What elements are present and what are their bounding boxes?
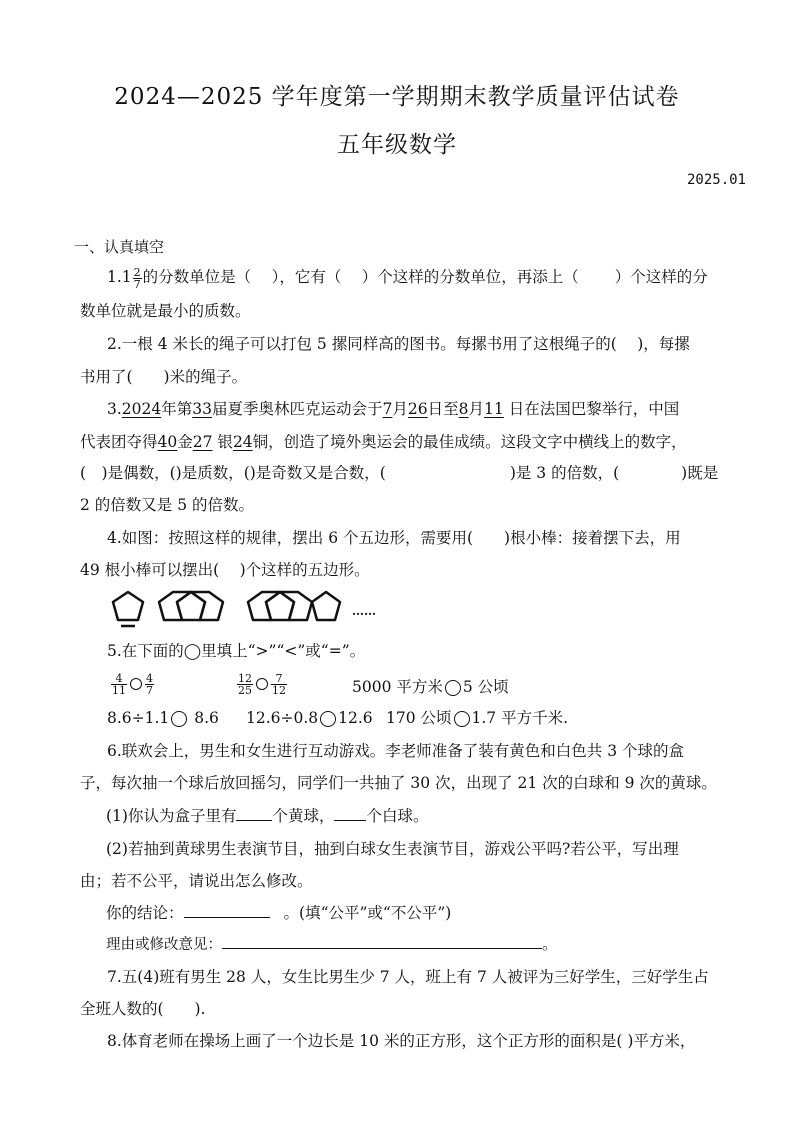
- question-2-line-2: 书用了( )米的绳子。: [80, 368, 248, 386]
- question-5-compare-5: 12.6÷0.8 12.6: [246, 709, 373, 727]
- question-6-part-1: (1)你认为盒子里有 个黄球， 个白球。: [106, 807, 429, 825]
- question-1-line-1: 1.1 $\frac{2}{7}$ 的分数单位是（ ），它有（ ）个这样的分数单位，再添上（ ）个这样的分: [107, 265, 708, 291]
- question-3-line-1: 3.2024年第33届夏季奥林匹克运动会于7月26日至8月11 日在法国巴黎举行，中国: [107, 400, 680, 418]
- compare-circle[interactable]: [320, 711, 336, 727]
- exam-date: 2025.01: [686, 172, 746, 188]
- question-2-line-1: 2.一根 4 米长的绳子可以打包 5 摞同样高的图书。每摞书用了这根绳子的( )，每摞: [107, 335, 690, 353]
- question-5-compare-4: 8.6÷1.1 8.6: [107, 709, 219, 727]
- white-ball-count-blank[interactable]: [334, 806, 366, 821]
- question-6-line-1: 6.联欢会上，男生和女生进行互动游戏。李老师准备了装有黄色和白色共 3 个球的盒: [107, 742, 685, 760]
- compare-circle[interactable]: [130, 678, 142, 690]
- question-8-line-1: 8.体育老师在操场上画了一个边长是 10 米的正方形，这个正方形的面积是( )平方米，: [107, 1032, 696, 1050]
- exam-title: 2024—2025 学年度第一学期期末教学质量评估试卷: [114, 84, 680, 110]
- section-heading: 一、认真填空: [74, 238, 165, 256]
- question-7-line-1: 7.五(4)班有男生 28 人，女生比男生少 7 人，班上有 7 人被评为三好学生，三好学生占: [107, 968, 709, 986]
- pattern-ellipsis: ……: [352, 604, 376, 618]
- pentagon-double: [159, 592, 223, 620]
- question-4-line-2: 49 根小棒可以摆出( )个这样的五边形。: [80, 561, 370, 579]
- compare-circle[interactable]: [171, 711, 187, 727]
- pentagon-pattern-figure: [104, 584, 364, 630]
- question-5-compare-6: 170 公顷 1.7 平方千米.: [386, 709, 569, 727]
- question-1-line-2: 数单位就是最小的质数。: [80, 302, 251, 320]
- question-3-line-3: ( )是偶数，()是质数，()是奇数又是合数，( )是 3 的倍数，( )既是: [80, 464, 719, 482]
- question-6-conclusion: 你的结论： 。(填“公平”或“不公平”): [106, 904, 452, 922]
- question-6-part-2-line-2: 由；若不公平，请说出怎么修改。: [80, 872, 313, 890]
- exam-subtitle: 五年级数学: [337, 132, 457, 158]
- question-4-line-1: 4.如图：按照这样的规律，摆出 6 个五边形，需要用( )根小棒：接着摆下去，用: [107, 529, 681, 547]
- conclusion-blank[interactable]: [184, 903, 270, 918]
- fraction: $\frac{2}{7}$: [133, 265, 141, 291]
- question-6-part-2-line-1: (2)若抽到黄球男生表演节目，抽到白球女生表演节目，游戏公平吗?若公平，写出理: [106, 840, 679, 858]
- question-5-compare-2: $\frac{12}{25}$ $\frac{7}{12}$: [238, 671, 286, 697]
- compare-circle[interactable]: [256, 678, 268, 690]
- question-7-line-2: 全班人数的( ).: [80, 1000, 206, 1018]
- question-3-line-2: 代表团夺得40金27 银24铜，创造了境外奥运会的最佳成绩。这段文字中横线上的数字，: [80, 433, 687, 451]
- compare-circle[interactable]: [445, 680, 461, 696]
- reason-blank[interactable]: [222, 934, 542, 949]
- pentagon-single: [113, 592, 143, 620]
- question-5-compare-1: $\frac{4}{11}$ $\frac{4}{7}$: [112, 671, 153, 697]
- question-6-line-2: 子，每次抽一个球后放回摇匀，同学们一共抽了 30 次，出现了 21 次的白球和 9 次的黄球。: [80, 774, 717, 792]
- question-6-reason: 理由或修改意见： 。: [106, 935, 558, 953]
- yellow-ball-count-blank[interactable]: [236, 806, 272, 821]
- question-5-line-1: 5.在下面的◯里填上“>”“<”或“=”。: [107, 642, 366, 660]
- question-5-compare-3: 5000 平方米 5 公顷: [352, 678, 509, 696]
- question-3-line-4: 2 的倍数又是 5 的倍数。: [80, 496, 255, 514]
- pentagon-triple: [248, 592, 340, 620]
- compare-circle[interactable]: [454, 711, 470, 727]
